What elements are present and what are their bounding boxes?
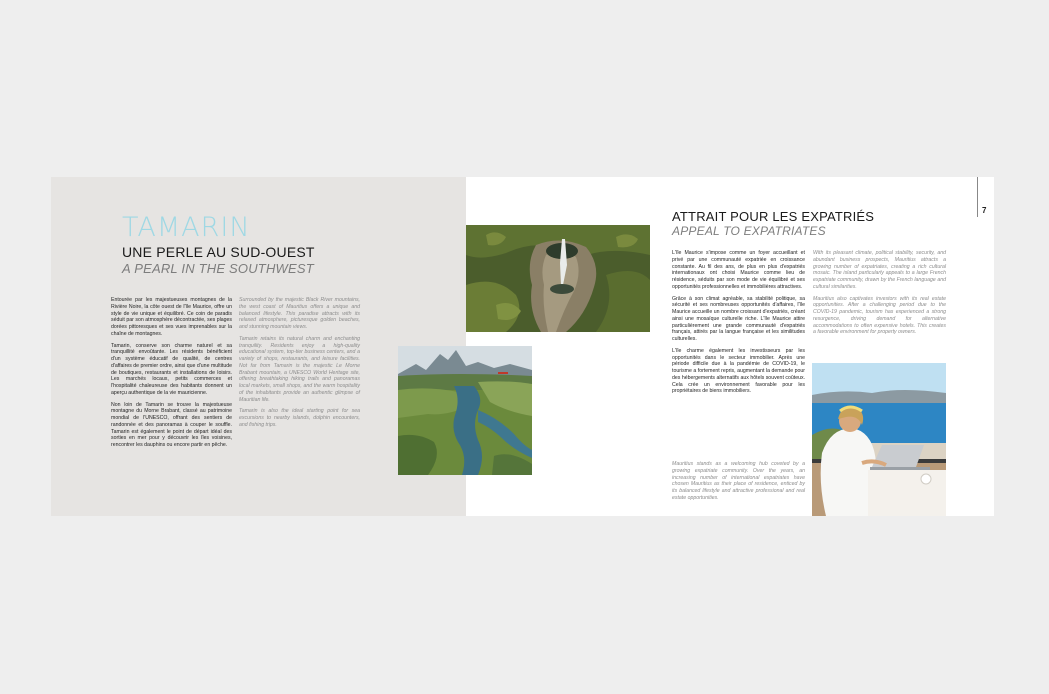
left-english-column xyxy=(239,297,360,434)
brochure-spread xyxy=(51,177,994,516)
left-french-column xyxy=(111,297,232,454)
subtitle-english: A PEARL IN THE SOUTHWEST xyxy=(122,261,314,276)
paragraph: L'île charme également les investisseurs par les opportunités dans le secteur immobilier. Après une période difficile due à la pandémie de COVID-19, le tourisme a fortement repris, augmentant la demande pour des hébergements alternatifs aux hôtels souvent coûteux. Cela crée un environnement favorable pour les propriétaires de biens immobiliers. xyxy=(672,347,805,395)
paragraph: Mauritius also captivates investors with its real estate opportunities. After a challenging period due to the COVID-19 pandemic, tourism has experienced a strong resurgence, driving demand for alternative accommodations to often expensive hotels. This creates a favorable environment for property owners. xyxy=(813,295,946,336)
paragraph: Tamarin, conserve son charme naturel et sa tranquillité envoûtante. Les résidents bénéficient d'un système éducatif de qualité, de centres d'affaires de premier ordre, ainsi que d'une multitude de boutiques, restaurants et installations de loisirs. Les marchés locaux, petits commerces et l'hospitalité chaleureuse des habitants donnent un aperçu authentique de la vie mauricienne. xyxy=(111,342,232,396)
page-number: 7 xyxy=(982,206,987,215)
section-title-english: APPEAL TO EXPATRIATES xyxy=(672,224,826,238)
right-french-column xyxy=(672,250,805,400)
paragraph: Tamarin retains its natural charm and enchanting tranquility. Residents enjoy a high-quality educational system, top-tier business centers, and a variety of shops, restaurants, and leisure facilities. Not far from Tamarin is the majestic Le Morne Brabant mountain, a UNESCO World Heritage site, offering breathtaking hiking trails and panoramas local markets, small shops, and the warm hospitality of the inhabitants provide an authentic glimpse of Mauritian life. xyxy=(239,335,360,403)
page-number-rule xyxy=(977,177,978,217)
right-english-column-top xyxy=(813,250,946,341)
paragraph: L'île Maurice s'impose comme un foyer accueillant et privé par une communauté expatriée en croissance constante. Au fil des ans, de plus en plus d'expatriés internationaux ont choisi Maurice comme lieu de résidence, séduits par son mode de vie équilibré et ses opportunités professionnelles et immobilières attractives. xyxy=(672,250,805,290)
paragraph: Tamarin is also the ideal starting point for sea excursions to nearby islands, dolphin encounters, and fishing trips. xyxy=(239,408,360,428)
subtitle-french: UNE PERLE AU SUD-OUEST xyxy=(122,244,315,260)
paragraph: Grâce à son climat agréable, sa stabilité politique, sa sécurité et ses nombreuses opportunités d'affaires, l'île Maurice accueille un nombre croissant d'expatriés, créant ainsi une mosaïque culturelle riche. L'île Maurice attire particulièrement une grande communauté d'expatriés français, attirés par la langue française et les similitudes culturelles. xyxy=(672,295,805,342)
paragraph: With its pleasant climate, political stability, security, and abundant business prospects, Mauritius attracts a growing number of expatriates, creating a rich cultural mosaic. The island particularly appeals to a large French expatriate community, drawn by the French language and cultural similarities. xyxy=(813,250,946,290)
section-title-french: ATTRAIT POUR LES EXPATRIÉS xyxy=(672,209,875,224)
river-mountain-photo xyxy=(398,346,532,475)
woman-laptop-photo xyxy=(812,363,946,516)
waterfall-photo xyxy=(466,225,650,332)
paragraph: Mauritius stands as a welcoming hub coveted by a growing expatriate community. Over the years, an increasing number of international expatriates have chosen Mauritius as their place of residence, enticed by its balanced lifestyle and attractive professional and real estate opportunities. xyxy=(672,461,805,501)
paragraph: Entourée par les majestueuses montagnes de la Rivière Noire, la côte ouest de l'île Maurice, offre un style de vie unique et équilibré. Ce coin de paradis séduit par son atmosphère décontractée, ses plages dorées pittoresques et ses vues imprenables sur la chaîne de montagnes. xyxy=(111,297,232,337)
paragraph: Non loin de Tamarin se trouve la majestueuse montagne du Morne Brabant, classé au patrimoine mondial de l'UNESCO, offrant des sentiers de randonnée et des panoramas à couper le souffle. Tamarin est également le point de départ idéal des sorties en mer pour y découvrir les îles voisines, rencontrer les dauphins ou encore partir en pêche. xyxy=(111,401,232,448)
page-title: TAMARIN xyxy=(122,212,251,243)
right-english-column-bottom xyxy=(672,461,805,507)
paragraph: Surrounded by the majestic Black River mountains, the west coast of Mauritius offers a unique and balanced lifestyle. This paradise attracts with its relaxed atmosphere, picturesque golden beaches, and stunning mountain views. xyxy=(239,297,360,330)
